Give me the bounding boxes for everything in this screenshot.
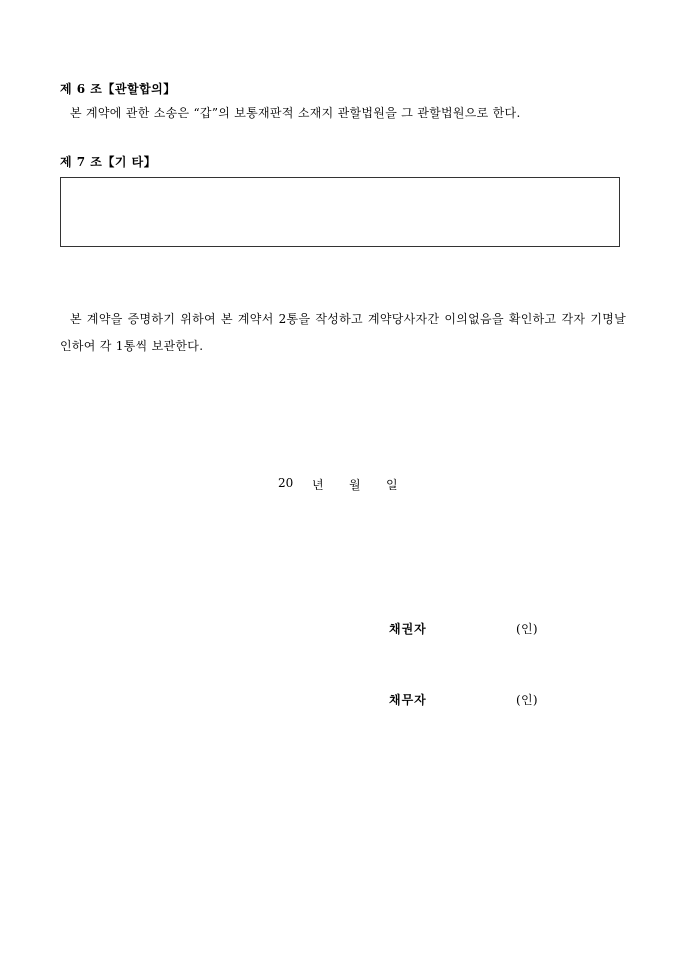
date-month-unit: 월 bbox=[349, 478, 361, 492]
article-7-content-box[interactable] bbox=[60, 177, 620, 247]
debtor-label: 채무자 bbox=[389, 693, 427, 707]
article-6-heading: 제 6 조【관할합의】 bbox=[60, 82, 176, 96]
date-year-unit: 년 bbox=[312, 478, 324, 492]
date-day-unit: 일 bbox=[386, 478, 398, 492]
date-year-prefix: 20 bbox=[278, 476, 294, 490]
debtor-seal: (인) bbox=[516, 693, 538, 707]
article-7-heading: 제 7 조【기 타】 bbox=[60, 155, 157, 169]
creditor-label: 채권자 bbox=[389, 622, 427, 636]
closing-paragraph: 본 계약을 증명하기 위하여 본 계약서 2통을 작성하고 계약당사자간 이의없음을 확인하고 각자 기명날인하여 각 1통씩 보관한다. bbox=[60, 312, 626, 353]
contract-date bbox=[278, 476, 398, 493]
article-6-text: 본 계약에 관한 소송은 “갑”의 보통재판적 소재지 관할법원을 그 관할법원으로 한다. bbox=[70, 106, 521, 120]
creditor-seal: (인) bbox=[516, 622, 538, 636]
